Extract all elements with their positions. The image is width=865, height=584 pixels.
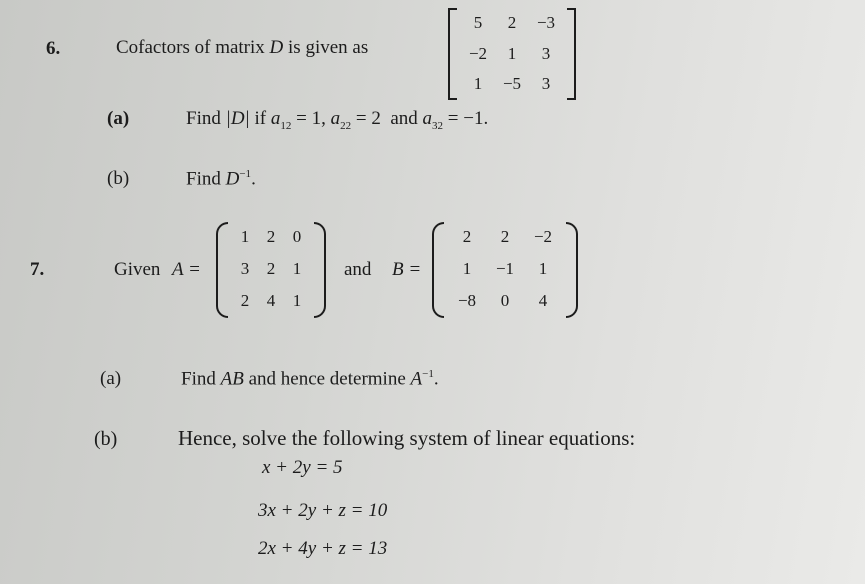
q6a-c1-var: a [270,108,281,129]
question-6-stem [116,37,368,59]
q7-A-label: A = [172,259,201,280]
q6-matrix-cell-r1-c2: 2 [507,13,517,32]
q6-matrix-grid [457,8,567,100]
q6a-c2-sub: 22 [340,119,352,132]
q6b-dot: . [251,168,256,190]
q7a-text [181,368,439,390]
matrix-B-cell-r2-c1: 1 [462,259,472,278]
matrix-A-cell-r1-c3: 0 [292,227,302,246]
q7-B-grid [444,222,566,318]
question-6-number: 6. [46,38,61,59]
q6a-c2-var: a [330,108,341,129]
q6b-sup: −1 [239,168,252,180]
q6-matrix-cell-r3-c3: 3 [541,74,551,94]
matrix-A-cell-r3-c3: 1 [292,291,302,310]
q6-matrix-cell-r1-c3: −3 [536,13,556,32]
matrix-B-cell-r1-c3: −2 [533,227,553,246]
q7a-AB: AB [220,368,244,390]
q6a-text [186,108,488,132]
q6a-c3-sub: 32 [432,119,444,132]
matrix-A-cell-r1-c1: 1 [240,227,250,246]
q7-given: Given [114,259,161,280]
q6a-and: and [390,108,418,129]
q7-A-grid [228,222,314,318]
q7b-label: (b) [94,428,118,450]
matrix-A-cell-r2-c3: 1 [292,259,302,278]
q6-cofactor-matrix [448,8,576,100]
q6-matrix-var: D [269,37,284,58]
matrix-B-cell-r1-c1: 2 [462,227,472,246]
q6a-c3-var: a [422,108,433,129]
q7-B-left-paren [432,222,444,318]
q7-B-label: B = [392,259,422,280]
q7a-sup: −1 [422,368,434,380]
matrix-A-cell-r2-c1: 3 [240,259,250,278]
q6-stem-text: Cofactors of matrix [116,37,265,58]
q7b-text: Hence, solve the following system of linear equations: [178,426,636,450]
matrix-A-cell-r1-c2: 2 [266,227,276,246]
matrix-B-cell-r1-c2: 2 [500,227,510,246]
q6a-label: (a) [107,108,130,129]
q6-stem-end: is given as [288,37,369,58]
q6-matrix-cell-r2-c1: −2 [468,43,488,63]
q6a-c2-val: = 2 [355,108,381,129]
q7-A-right-paren [314,222,326,318]
q6a-if: if [254,108,267,129]
matrix-A-cell-r3-c1: 2 [240,291,250,310]
q6a-c1-val: = 1, [296,108,326,129]
matrix-B-cell-r2-c2: −1 [495,259,515,278]
q7-matrix-B [432,222,578,318]
q7a-find: Find [181,368,216,390]
q7a-text2: and hence determine [248,368,406,390]
q6b-label: (b) [107,168,130,189]
q6b-find: Find [186,168,221,190]
q7-B-right-paren [566,222,578,318]
matrix-A-cell-r3-c2: 4 [266,291,276,310]
matrix-B-cell-r3-c2: 0 [500,291,510,310]
matrix-B-cell-r3-c1: −8 [457,291,477,310]
equation-3: 2x + 4y + z = 13 [258,538,388,559]
equation-2: 3x + 2y + z = 10 [258,500,388,521]
q6a-find: Find [186,108,221,129]
equation-1: x + 2y = 5 [262,457,343,478]
matrix-A-cell-r2-c2: 2 [266,259,276,278]
q7a-Ainv: A [410,368,423,390]
question-7-number: 7. [30,259,45,280]
q6b-text [186,168,256,190]
q6a-c3-val: = −1. [447,108,489,129]
q6-matrix-cell-r2-c3: 3 [541,43,551,63]
q6-right-bracket [567,8,576,100]
q6-matrix-cell-r3-c2: −5 [502,74,522,94]
q6-matrix-cell-r3-c1: 1 [473,74,483,94]
q6a-c1-sub: 12 [280,119,292,132]
q7a-label: (a) [100,368,122,389]
q6-matrix-cell-r1-c1: 5 [473,13,483,32]
q6-matrix-cell-r2-c2: 1 [507,43,517,63]
q7-A-left-paren [216,222,228,318]
q6b-var: D [225,168,240,190]
q7a-dot: . [433,368,439,390]
q7-and: and [344,259,372,280]
matrix-B-cell-r3-c3: 4 [538,291,548,310]
q7-matrix-A [216,222,326,318]
q6a-det: |D| [225,108,250,129]
matrix-B-cell-r2-c3: 1 [538,259,548,278]
q6-left-bracket [448,8,457,100]
